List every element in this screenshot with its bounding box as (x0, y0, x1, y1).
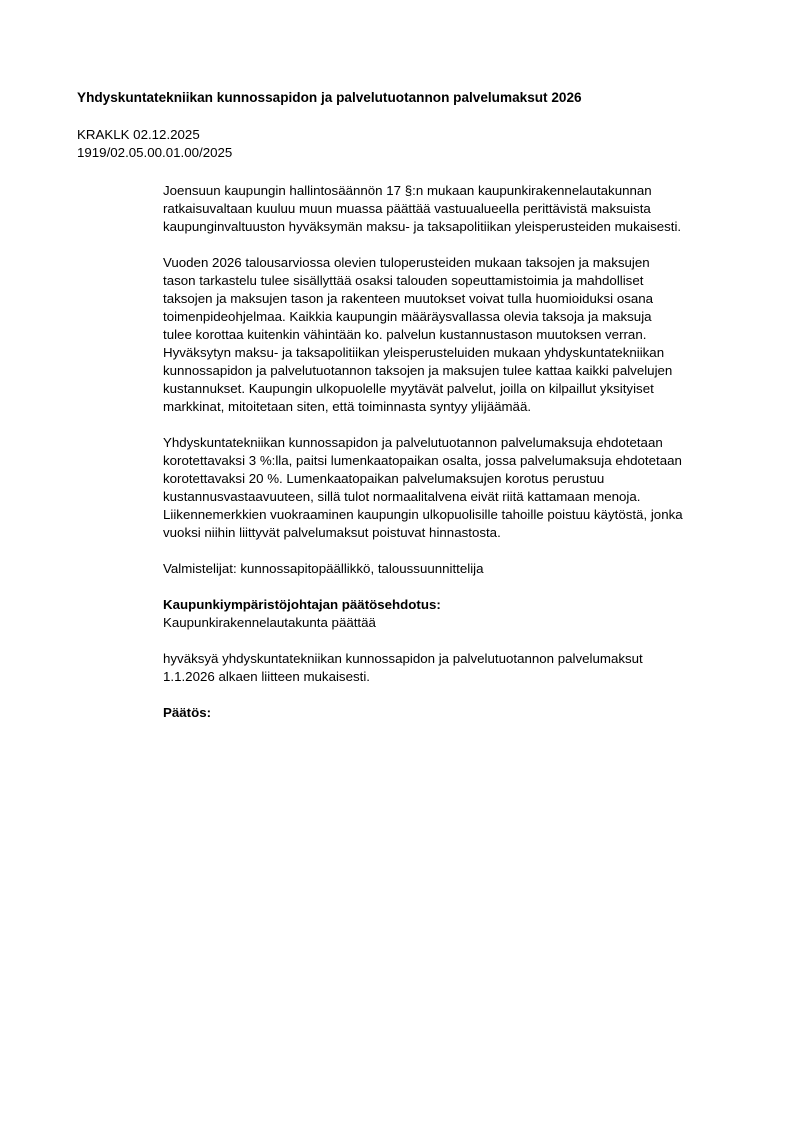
text-line: kustannukset. Kaupungin ulkopuolelle myytävät palvelut, joilla on kilpaillut yksityiset (163, 381, 654, 396)
proposal-heading: Kaupunkiympäristöjohtajan päätösehdotus: (163, 597, 441, 612)
text-line: taksojen ja maksujen tason ja rakenteen muutokset voivat tulla huomioiduksi osana (163, 291, 654, 306)
decision-heading: Päätös: (163, 705, 212, 720)
document-meta (77, 126, 232, 162)
paragraph-fee-increase (163, 434, 763, 542)
text-line: Yhdyskuntatekniikan kunnossapidon ja palvelutuotannon palvelumaksuja ehdotetaan (163, 435, 663, 450)
text-line: markkinat, mitoitetaan siten, että toiminnasta syntyy ylijäämää. (163, 399, 532, 414)
text-line: Liikennemerkkien vuokraaminen kaupungin ulkopuolisille tahoille poistuu käytöstä, jonka (163, 507, 683, 522)
preparers-text: Valmistelijat: kunnossapitopäällikkö, taloussuunnittelija (163, 561, 484, 576)
text-line: Vuoden 2026 talousarviossa olevien tuloperusteiden mukaan taksojen ja maksujen (163, 255, 650, 270)
text-line: tulee korottaa kuitenkin vähintään ko. palvelun kustannustason muutoksen verran. (163, 327, 647, 342)
text-line: ratkaisuvaltaan kuuluu muun muassa päättää vastuualueella perittävistä maksuista (163, 201, 651, 216)
paragraph-authority (163, 182, 763, 236)
text-line: hyväksyä yhdyskuntatekniikan kunnossapidon ja palvelutuotannon palvelumaksut (163, 651, 643, 666)
proposal-block (163, 596, 763, 632)
proposal-text (163, 650, 763, 686)
document-title: Yhdyskuntatekniikan kunnossapidon ja palvelutuotannon palvelumaksut 2026 (77, 90, 582, 105)
meeting-reference: KRAKLK 02.12.2025 (77, 127, 200, 142)
document-body (163, 182, 763, 740)
text-line: tason tarkastelu tulee sisällyttää osaksi talouden sopeuttamistoimia ja mahdolliset (163, 273, 644, 288)
text-line: Hyväksytyn maksu- ja taksapolitiikan yleisperusteluiden mukaan yhdyskuntatekniikan (163, 345, 665, 360)
text-line: vuoksi niihin liittyvät palvelumaksut poistuvat hinnastosta. (163, 525, 501, 540)
proposal-intro: Kaupunkirakennelautakunta päättää (163, 615, 376, 630)
text-line: 1.1.2026 alkaen liitteen mukaisesti. (163, 669, 370, 684)
text-line: korotettavaksi 3 %:lla, paitsi lumenkaatopaikan osalta, jossa palvelumaksuja ehdotetaan (163, 453, 682, 468)
preparers (163, 560, 763, 578)
record-number: 1919/02.05.00.01.00/2025 (77, 145, 233, 160)
paragraph-budget (163, 254, 763, 416)
text-line: kunnossapidon ja palvelutuotannon taksojen ja maksujen tulee kattaa kaikki palvelujen (163, 363, 673, 378)
decision-block (163, 704, 763, 722)
text-line: korotettavaksi 20 %. Lumenkaatopaikan palvelumaksujen korotus perustuu (163, 471, 605, 486)
text-line: kaupunginvaltuuston hyväksymän maksu- ja taksapolitiikan yleisperusteiden mukaisesti. (163, 219, 682, 234)
text-line: Joensuun kaupungin hallintosäännön 17 §:n mukaan kaupunkirakennelautakunnan (163, 183, 652, 198)
text-line: toimenpideohjelmaa. Kaikkia kaupungin määräysvallassa olevia taksoja ja maksuja (163, 309, 652, 324)
text-line: kustannusvastaavuuteen, sillä tulot normaalitalvena eivät riitä kattamaan menoja. (163, 489, 641, 504)
